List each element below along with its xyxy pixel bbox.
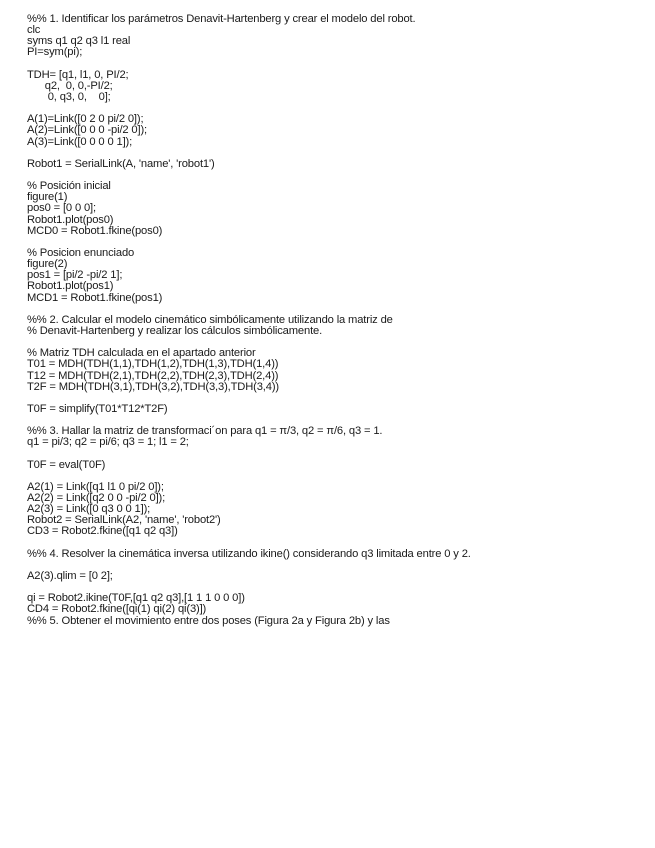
code-line: pos1 = [pi/2 -pi/2 1]; (27, 269, 123, 282)
code-line: CD3 = Robot2.fkine([q1 q2 q3]) (27, 525, 178, 538)
code-line: Robot1 = SerialLink(A, 'name', 'robot1') (27, 157, 215, 170)
code-line: T12 = MDH(TDH(2,1),TDH(2,2),TDH(2,3),TDH(2,4)) (27, 369, 279, 382)
code-line: A(1)=Link([0 2 0 pi/2 0]); (27, 113, 144, 126)
code-line: T0F = simplify(T01*T12*T2F) (27, 402, 168, 415)
code-line: pos0 = [0 0 0]; (27, 202, 96, 215)
code-line: 0, q3, 0, 0]; (27, 90, 111, 103)
code-line: CD4 = Robot2.fkine([qi(1) qi(2) qi(3)]) (27, 603, 207, 616)
code-line: A2(3).qlim = [0 2]; (27, 570, 113, 583)
code-line: T01 = MDH(TDH(1,1),TDH(1,2),TDH(1,3),TDH(1,4)) (27, 358, 279, 371)
code-line: MCD1 = Robot1.fkine(pos1) (27, 291, 163, 304)
code-line: figure(2) (27, 258, 68, 271)
code-line: syms q1 q2 q3 l1 real (27, 35, 131, 48)
code-line: TDH= [q1, l1, 0, PI/2; (27, 68, 129, 81)
code-line: q1 = pi/3; q2 = pi/6; q3 = 1; l1 = 2; (27, 436, 189, 449)
code-listing (27, 14, 647, 627)
code-line: T2F = MDH(TDH(3,1),TDH(3,2),TDH(3,3),TDH(3,4)) (27, 380, 279, 393)
code-line: A(3)=Link([0 0 0 0 1]); (27, 135, 133, 148)
code-line: %% 1. Identificar los parámetros Denavit-Hartenberg y crear el modelo del robot. (27, 13, 416, 25)
code-line: Robot2 = SerialLink(A2, 'name', 'robot2') (27, 514, 221, 527)
code-line: %% 5. Obtener el movimiento entre dos poses (Figura 2a y Figura 2b) y las (27, 614, 390, 627)
blank-line (27, 560, 647, 571)
code-line: PI=sym(pi); (27, 46, 83, 59)
code-line: A(2)=Link([0 0 0 -pi/2 0]); (27, 124, 148, 137)
code-line: A2(2) = Link([q2 0 0 -pi/2 0]); (27, 492, 166, 505)
code-line: % Denavit-Hartenberg y realizar los cálculos simbólicamente. (27, 324, 323, 337)
code-line: A2(3) = Link([0 q3 0 0 1]); (27, 503, 151, 516)
code-line: % Matriz TDH calculada en el apartado anterior (27, 347, 256, 360)
code-line: Robot1.plot(pos0) (27, 213, 114, 226)
code-line: % Posición inicial (27, 180, 111, 193)
code-line: %% 2. Calcular el modelo cinemático simbólicamente utilizando la matriz de (27, 313, 393, 326)
code-line: T0F = eval(T0F) (27, 458, 106, 471)
code-line: A2(1) = Link([q1 l1 0 pi/2 0]); (27, 480, 164, 493)
code-line: Robot1.plot(pos1) (27, 280, 114, 293)
code-line: q2, 0, 0,-PI/2; (27, 79, 113, 92)
code-line: %% 4. Resolver la cinemática inversa utilizando ikine() considerando q3 limitada entre 0 y 2. (27, 547, 471, 560)
code-line: % Posicion enunciado (27, 246, 135, 259)
blank-line (27, 170, 647, 181)
code-line: figure(1) (27, 191, 68, 204)
code-line: clc (27, 24, 41, 37)
code-line: qi = Robot2.ikine(T0F,[q1 q2 q3],[1 1 1 0 0 0]) (27, 592, 245, 605)
code-line: %% 3. Hallar la matriz de transformaci´on para q1 = π/3, q2 = π/6, q3 = 1. (27, 425, 383, 438)
code-line: MCD0 = Robot1.fkine(pos0) (27, 224, 163, 237)
blank-line (27, 448, 647, 459)
